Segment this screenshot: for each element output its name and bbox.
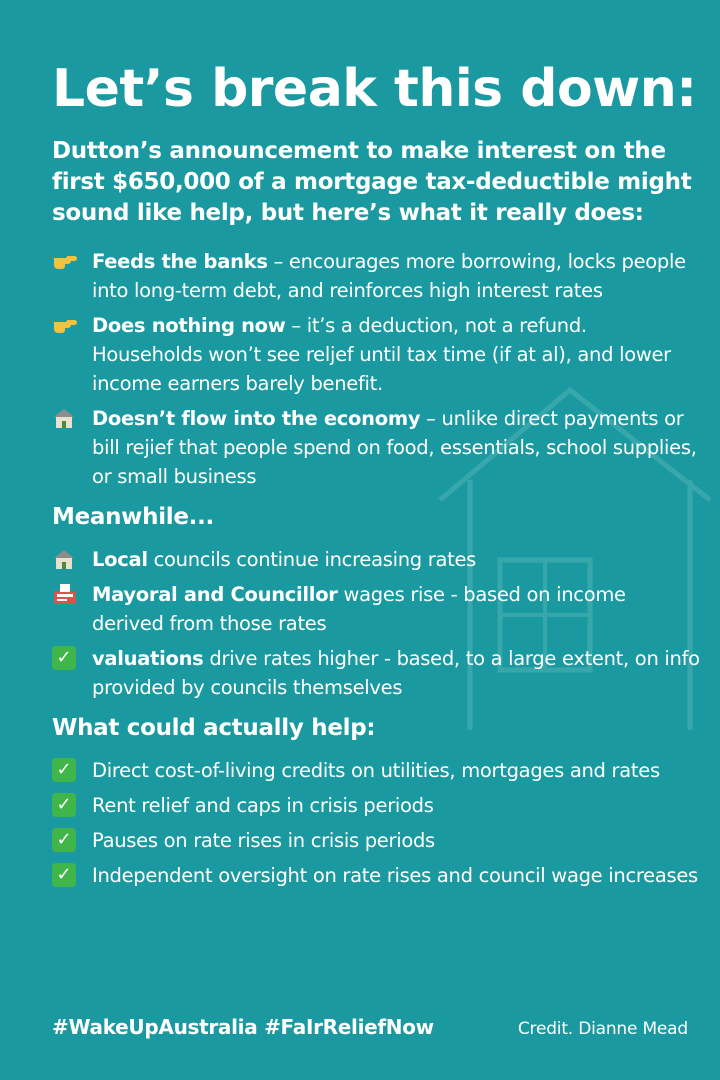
help-text: Direct cost-of-living credits on utilities, mortgages and rates xyxy=(92,759,660,782)
point-text: – encourages more borrowing, locks people into long-term debt, and reinforces high interest rates xyxy=(92,250,686,302)
list-item xyxy=(52,756,702,785)
list-item xyxy=(52,826,702,855)
credit-text: Credit. Dianne Mead xyxy=(517,1019,688,1039)
meanwhile-bold: Local xyxy=(92,548,148,571)
point-text: – unlike direct payments or bill rejief that people spend on food, essentials, school supplies, or small business xyxy=(92,407,697,488)
help-text: Rent relief and caps in crisis periods xyxy=(92,794,434,817)
footer xyxy=(52,1015,688,1039)
point-bold: Does nothing now xyxy=(92,314,286,337)
check-icon: ✓ xyxy=(52,793,76,817)
help-heading: What could actually help: xyxy=(52,715,376,741)
intro-text: Dutton’s announcement to make interest on the first $650,000 of a mortgage tax-deductible might sound like help, but here’s what it really does: xyxy=(52,138,692,226)
house-icon xyxy=(52,545,92,573)
help-text: Pauses on rate rises in crisis periods xyxy=(92,829,435,852)
point-text: – it’s a deduction, not a refund. Households won’t see reljef until tax time (if at al), and lower income earners barely benefit. xyxy=(92,314,671,395)
list-item xyxy=(52,247,702,305)
meanwhile-list xyxy=(52,545,702,702)
list-item xyxy=(52,545,702,574)
meanwhile-bold: valuations xyxy=(92,647,204,670)
points-list xyxy=(52,247,702,491)
point-bold: Feeds the banks xyxy=(92,250,268,273)
list-item xyxy=(52,311,702,398)
pointing-hand-icon xyxy=(52,311,92,339)
list-item xyxy=(52,644,702,702)
point-bold: Doesn’t flow into the economy xyxy=(92,407,421,430)
page-title: Let’s break this down: xyxy=(52,59,697,119)
house-icon xyxy=(52,404,92,432)
help-list xyxy=(52,756,702,890)
meanwhile-text: councils continue increasing rates xyxy=(147,548,477,571)
meanwhile-text: drive rates higher - based, to a large extent, on info provided by councils themselves xyxy=(92,647,700,699)
meanwhile-bold: Mayoral and Councillor xyxy=(92,583,338,606)
check-icon: ✓ xyxy=(52,758,76,782)
meanwhile-text: wages rise - based on income derived from those rates xyxy=(92,583,626,635)
meanwhile-heading: Meanwhile... xyxy=(52,504,214,530)
list-item xyxy=(52,404,702,491)
content xyxy=(52,50,702,896)
help-text: Independent oversight on rate rises and council wage increases xyxy=(92,864,698,887)
list-item xyxy=(52,580,702,638)
check-icon: ✓ xyxy=(52,828,76,852)
check-icon: ✓ xyxy=(52,863,76,887)
list-item xyxy=(52,791,702,820)
pointing-hand-icon xyxy=(52,247,92,275)
hashtags[interactable]: #WakeUpAustralia #FaIrReliefNow xyxy=(52,1015,434,1039)
ballot-icon xyxy=(52,580,92,608)
check-icon: ✓ xyxy=(52,646,76,670)
list-item xyxy=(52,861,702,890)
